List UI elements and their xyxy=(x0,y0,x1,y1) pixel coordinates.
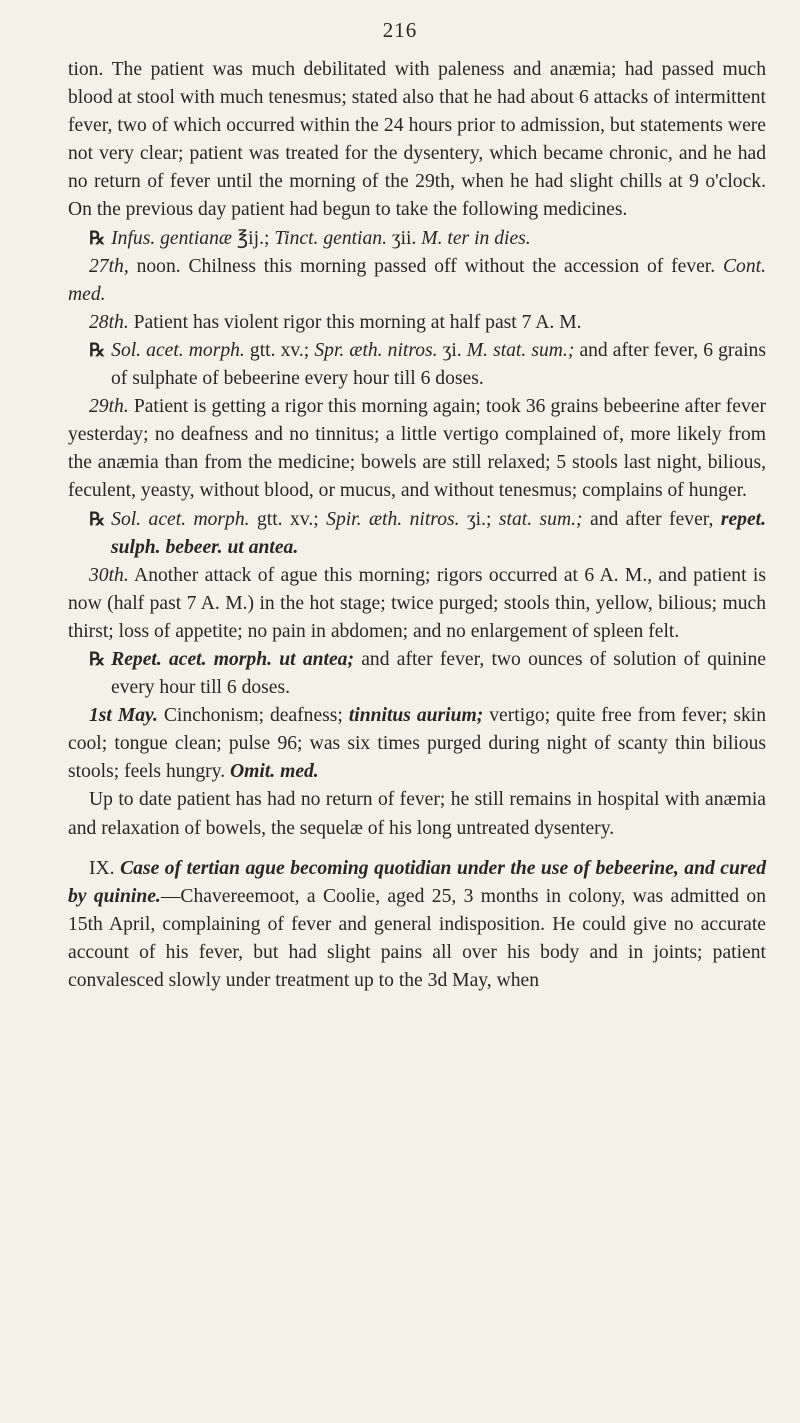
entry-27th: 27th, noon. Chilness this morning passed off without the accession of fever. Cont. med. xyxy=(68,255,766,305)
paragraph-summary: Up to date patient has had no return of fever; he still remains in hospital with anæmia and relaxation of bowels, the sequelæ of his long untreated dysentery. xyxy=(68,789,766,839)
entry-29th: 29th. Patient is getting a rigor this morning again; took 36 grains bebeerine after fever yesterday; no deafness and no tinnitus; a little vertigo complained of, more likely from the anæmia than from the medicine; bowels are still relaxed; 5 stools last night, bilious, feculent, yeasty, without blood, or mucus, and without tenesmus; complains of hunger. xyxy=(68,396,766,502)
entry-28th: 28th. Patient has violent rigor this morning at half past 7 A. M. xyxy=(89,311,582,333)
recipe-icon: ℞ xyxy=(89,508,106,530)
recipe-icon: ℞ xyxy=(89,339,106,361)
entry-1st-may: 1st May. Cinchonism; deafness; tinnitus aurium; vertigo; quite free from fever; skin cool; tongue clean; pulse 96; was six times purged during night of scanty thin bilious stools; feels hungry. Omit. med. xyxy=(68,705,766,783)
page-number: 216 xyxy=(382,18,418,42)
recipe-icon: ℞ xyxy=(89,227,106,249)
prescription-3: ℞ Sol. acet. morph. gtt. xv.; Spir. æth. nitros. ʒi.; stat. sum.; and after fever, repet. sulph. bebeer. ut antea. xyxy=(89,508,767,558)
prescription-1: ℞ Infus. gentianæ ℥ij.; Tinct. gentian. ʒii. M. ter in dies. xyxy=(89,227,531,249)
recipe-icon: ℞ xyxy=(89,648,106,670)
case-title: Case of tertian ague becoming quotidian under the use of bebeerine, and cured by quinine. xyxy=(68,857,766,907)
case-ix: IX. Case of tertian ague becoming quotidian under the use of bebeerine, and cured by quinine.—Chavereemoot, a Coolie, aged 25, 3 months in colony, was admitted on 15th April, complaining of fever and general indisposition. He could give no accurate account of his fever, but had slight pains all over his body and in joints; patient convalesced slowly under treatment up to the 3d May, when xyxy=(68,857,766,991)
prescription-2: ℞ Sol. acet. morph. gtt. xv.; Spr. æth. nitros. ʒi. M. stat. sum.; and after fever, 6 grains of sulphate of bebeerine every hour till 6 doses. xyxy=(89,339,766,390)
entry-30th: 30th. Another attack of ague this morning; rigors occurred at 6 A. M., and patient is now (half past 7 A. M.) in the hot stage; twice purged; stools thin, yellow, bilious; much thirst; loss of appetite; no pain in abdomen; and no enlargement of spleen felt. xyxy=(68,564,766,642)
prescription-4: ℞ Repet. acet. morph. ut antea; and after fever, two ounces of solution of quinine every hour till 6 doses. xyxy=(89,648,766,699)
paragraph-intro: tion. The patient was much debilitated with paleness and anæmia; had passed much blood at stool with much tenesmus; stated also that he had about 6 attacks of intermittent fever, two of which occurred within the 24 hours prior to admission, but statements were not very clear; patient was treated for the dysentery, which became chronic, and he had no return of fever until the morning of the 29th, when he had slight chills at 9 o'clock. On the previous day patient had begun to take the following medicines. xyxy=(68,59,766,221)
body-text xyxy=(68,56,766,995)
case-number: IX. xyxy=(89,857,115,879)
